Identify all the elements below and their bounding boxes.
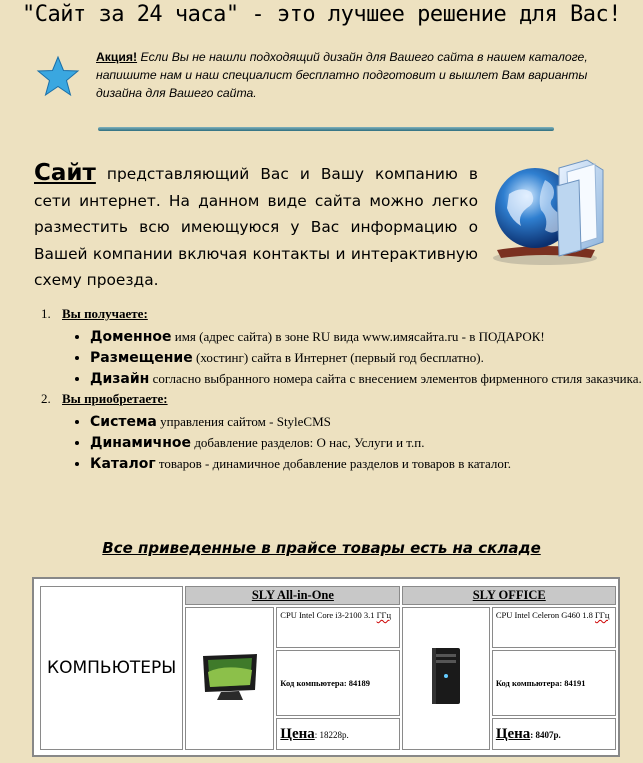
- cpu-spec: [492, 607, 616, 648]
- list-item: [90, 434, 643, 452]
- section-acquire: [54, 391, 643, 473]
- section-receive: [54, 306, 643, 388]
- price-cell: [492, 718, 616, 750]
- item-keyword: Динамичное: [90, 435, 192, 451]
- promo-label: Акция!: [96, 50, 138, 64]
- cpu-unit: ГГц: [376, 610, 392, 620]
- item-text: товаров - динамичное добавление разделов и товаров в каталог.: [155, 456, 511, 471]
- feature-list: [34, 306, 643, 476]
- divider: [98, 127, 554, 131]
- stock-note: Все приведенные в прайсе товары есть на складе: [102, 539, 541, 557]
- product-header[interactable]: SLY All-in-One: [185, 586, 400, 605]
- star-icon: [36, 55, 80, 97]
- product-code: Код компьютера: 84191: [492, 650, 616, 716]
- item-text: имя (адрес сайта) в зоне RU вида www.имясайта.ru - в ПОДАРОК!: [171, 329, 545, 344]
- price-label: Цена: [280, 726, 315, 743]
- cpu-spec-text: CPU Intel Celeron G460 1.8: [495, 610, 595, 620]
- intro-text: представляющий Вас и Вашу компанию в сети интернет. На данном виде сайта можно легко разместить всю имеющуюся у Вас информацию о Вашей компании включая контакты и интерактивную схему проезда.: [34, 165, 478, 289]
- promo-text: Если Вы не нашли подходящий дизайн для Вашего сайта в нашем каталоге, напишите нам и наш специалист бесплатно подготовит и вышлет Вам варианты дизайна для Вашего сайта.: [96, 50, 588, 100]
- price-label: Цена: [495, 726, 531, 743]
- price-table: [38, 584, 618, 752]
- price-cell: [276, 718, 400, 750]
- list-item: [90, 413, 643, 431]
- cpu-spec-text: CPU Intel Core i3-2100 3.1: [280, 610, 377, 620]
- section-receive-title: 1. Вы получаете:: [62, 306, 148, 321]
- price-value: : 8407р.: [530, 730, 561, 741]
- intro-lead-word: Сайт: [34, 160, 96, 186]
- list-item: [90, 455, 643, 473]
- price-table-frame: [32, 577, 620, 757]
- item-keyword: Доменное: [90, 329, 172, 345]
- product-code: Код компьютера: 84189: [276, 650, 400, 716]
- item-keyword: Система: [90, 414, 157, 430]
- list-item: [90, 328, 643, 346]
- product-header[interactable]: SLY OFFICE: [402, 586, 616, 605]
- section-acquire-title: 2. Вы приобретаете:: [62, 391, 168, 406]
- item-text: управления сайтом - StyleCMS: [156, 414, 331, 429]
- category-cell: КОМПЬЮТЕРЫ: [40, 586, 183, 750]
- list-item: [90, 349, 643, 367]
- item-text: согласно выбранного номера сайта с внесением элементов фирменного стиля заказчика.: [149, 371, 642, 386]
- tower-computer-image[interactable]: [402, 607, 489, 750]
- item-keyword: Размещение: [90, 350, 193, 366]
- cpu-unit: ГГц: [594, 610, 610, 620]
- globe-folder-icon: [487, 146, 609, 270]
- page-headline: "Сайт за 24 часа" - это лучшее решение для Вас!: [21, 2, 622, 27]
- item-text: (хостинг) сайта в Интернет (первый год бесплатно).: [192, 350, 484, 365]
- item-keyword: Дизайн: [90, 371, 150, 387]
- cpu-spec: [276, 607, 400, 648]
- item-keyword: Каталог: [90, 456, 156, 472]
- item-text: добавление разделов: О нас, Услуги и т.п.: [191, 435, 425, 450]
- price-value: : 18228р.: [314, 730, 349, 741]
- list-item: [90, 370, 643, 388]
- promo-block: [96, 48, 626, 102]
- all-in-one-computer-image[interactable]: [185, 607, 274, 750]
- intro-paragraph: [34, 160, 478, 294]
